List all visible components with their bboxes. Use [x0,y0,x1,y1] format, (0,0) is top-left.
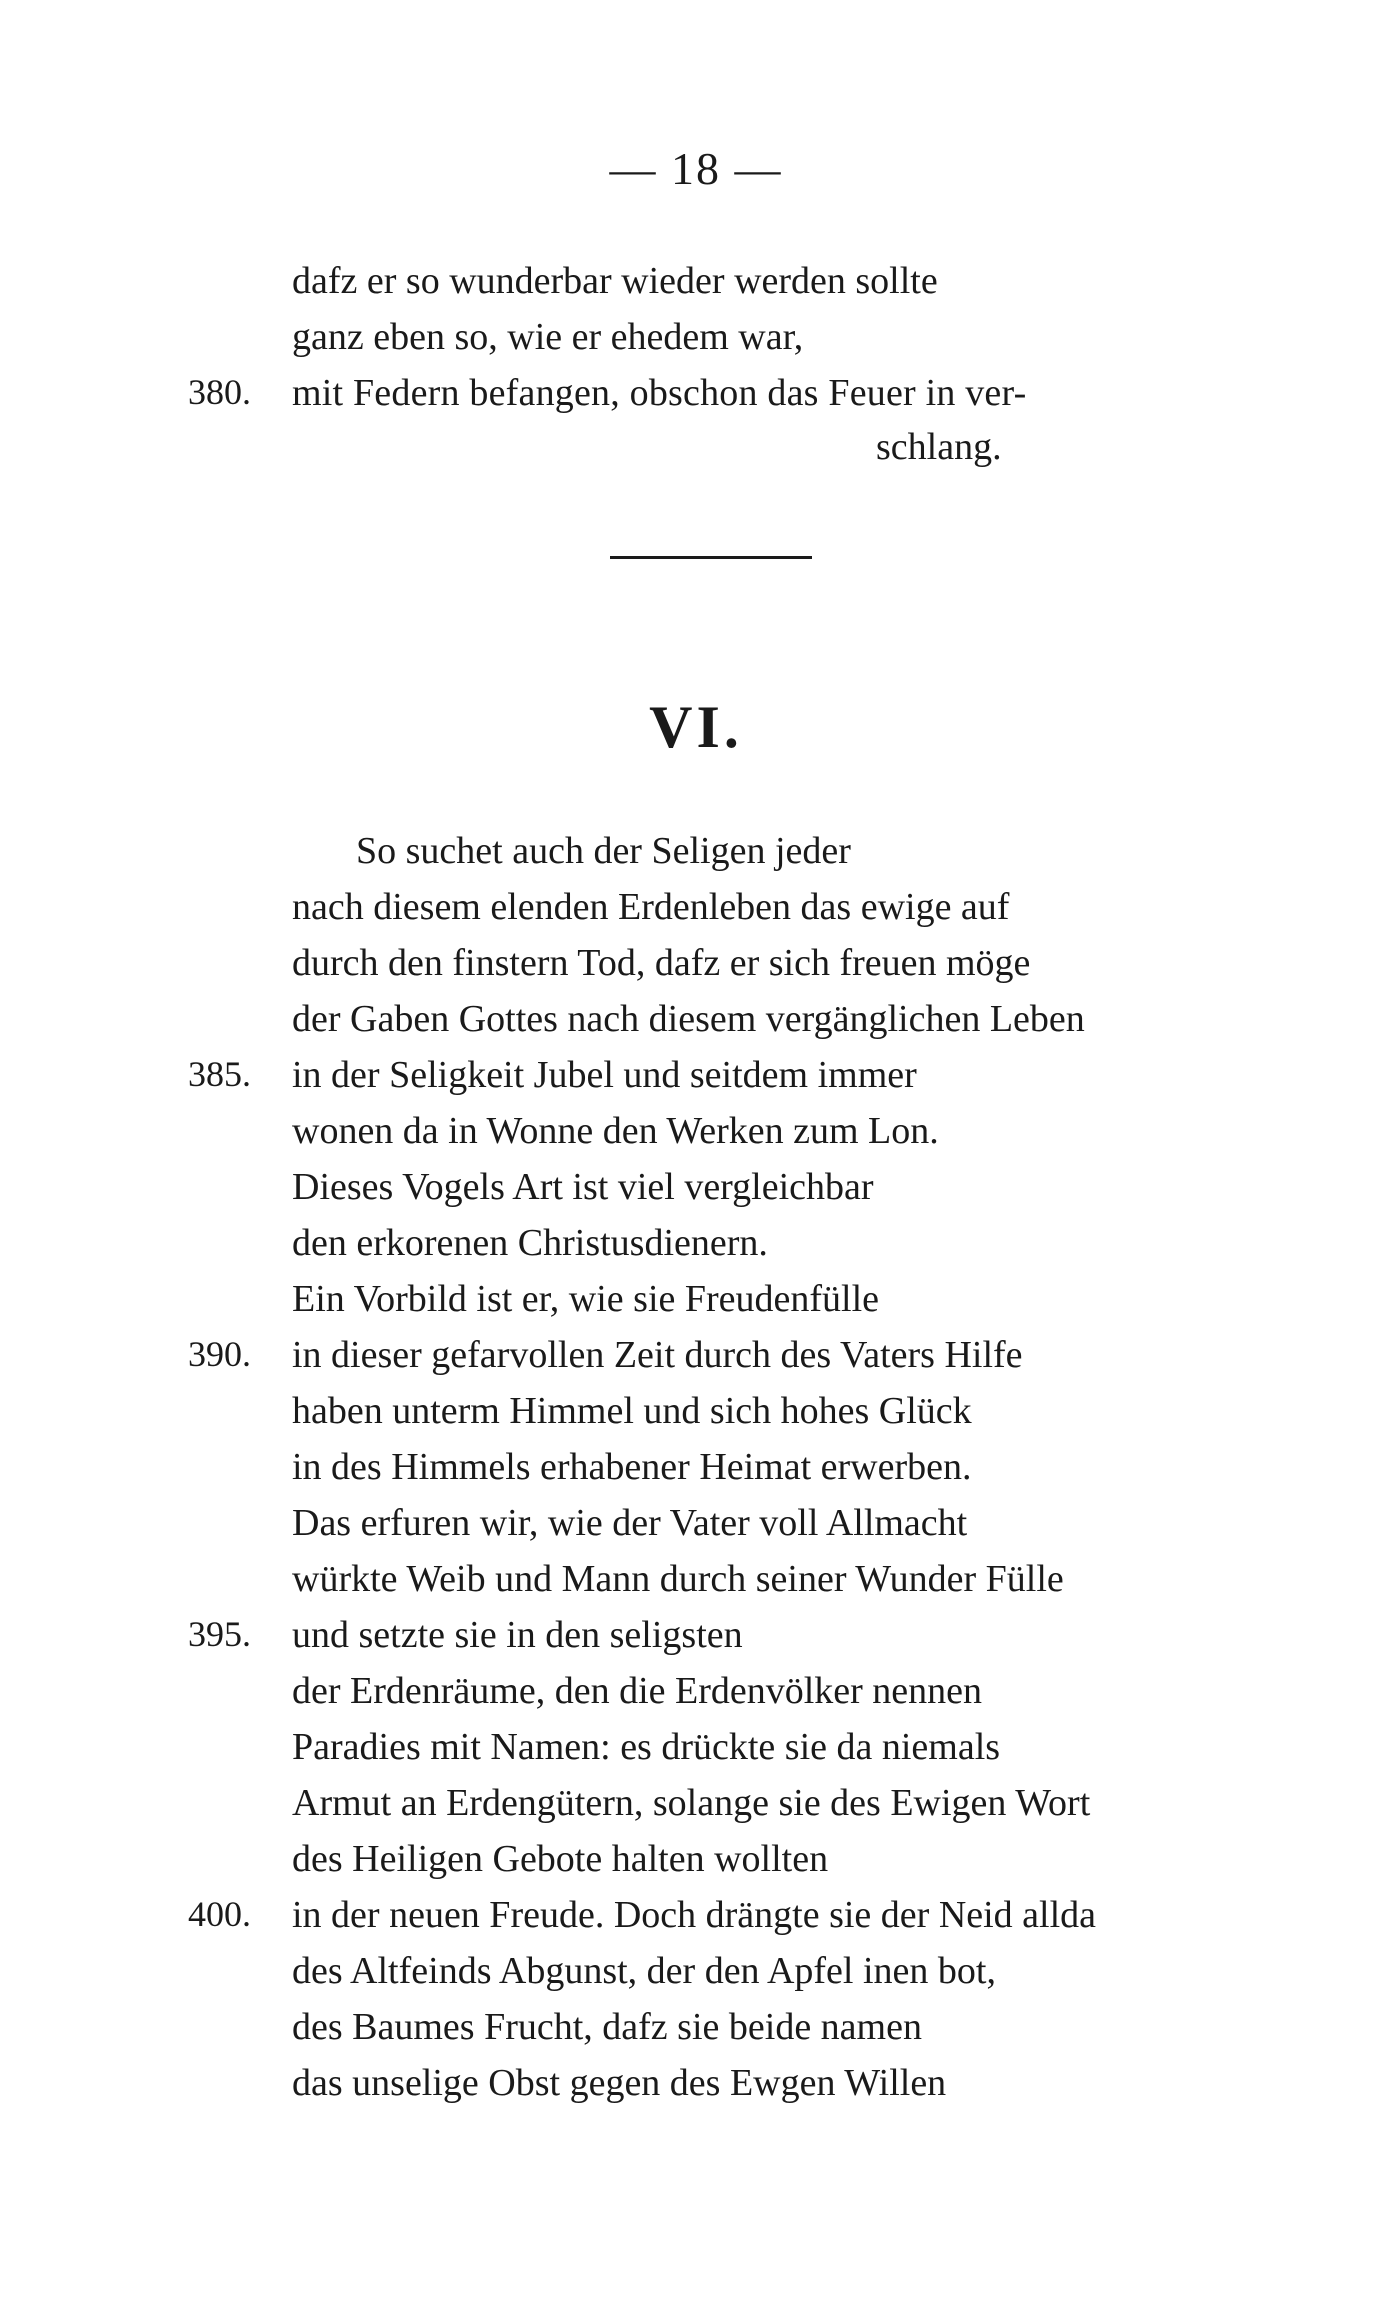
text-line: der Gaben Gottes nach diesem vergänglichen Leben [292,998,1085,1040]
line-number: 390. [188,1334,251,1374]
section-heading: VI. [649,694,743,760]
text-line: in der Seligkeit Jubel und seitdem immer [292,1054,917,1096]
text-line: in dieser gefarvollen Zeit durch des Vaters Hilfe [292,1334,1023,1376]
text-line: des Altfeinds Abgunst, der den Apfel inen bot, [292,1950,996,1992]
line-number: 385. [188,1054,251,1094]
line-number: 380. [188,372,251,412]
text-line: Das erfuren wir, wie der Vater voll Allmacht [292,1502,968,1544]
text-line: in der neuen Freude. Doch drängte sie der Neid allda [292,1894,1097,1936]
text-line: Dieses Vogels Art ist viel vergleichbar [292,1166,874,1208]
line-number: 400. [188,1894,251,1934]
text-line: schlang. [876,426,1002,468]
text-line: ganz eben so, wie er ehedem war, [292,316,804,358]
page-header: — 18 — [609,143,783,194]
text-line: der Erdenräume, den die Erdenvölker nennen [292,1670,983,1712]
text-line: würkte Weib und Mann durch seiner Wunder Fülle [292,1558,1064,1600]
text-line: durch den finstern Tod, dafz er sich freuen möge [292,942,1031,984]
text-line: Armut an Erdengütern, solange sie des Ewigen Wort [292,1782,1091,1824]
text-line: mit Federn befangen, obschon das Feuer in ver- [292,372,1027,414]
section-divider [610,556,812,559]
text-line: des Baumes Frucht, dafz sie beide namen [292,2006,922,2048]
text-line: dafz er so wunderbar wieder werden sollte [292,260,938,302]
text-line: Paradies mit Namen: es drückte sie da niemals [292,1726,1001,1768]
text-line: haben unterm Himmel und sich hohes Glück [292,1390,972,1432]
text-line: So suchet auch der Seligen jeder [356,830,851,872]
text-line: und setzte sie in den seligsten [292,1614,743,1656]
text-line: das unselige Obst gegen des Ewgen Willen [292,2062,947,2104]
text-line: in des Himmels erhabener Heimat erwerben. [292,1446,972,1488]
text-line: nach diesem elenden Erdenleben das ewige auf [292,886,1010,928]
line-number: 395. [188,1614,251,1654]
text-line: wonen da in Wonne den Werken zum Lon. [292,1110,939,1152]
text-line: Ein Vorbild ist er, wie sie Freudenfülle [292,1278,880,1320]
text-line: des Heiligen Gebote halten wollten [292,1838,829,1880]
text-line: den erkorenen Christusdienern. [292,1222,768,1264]
